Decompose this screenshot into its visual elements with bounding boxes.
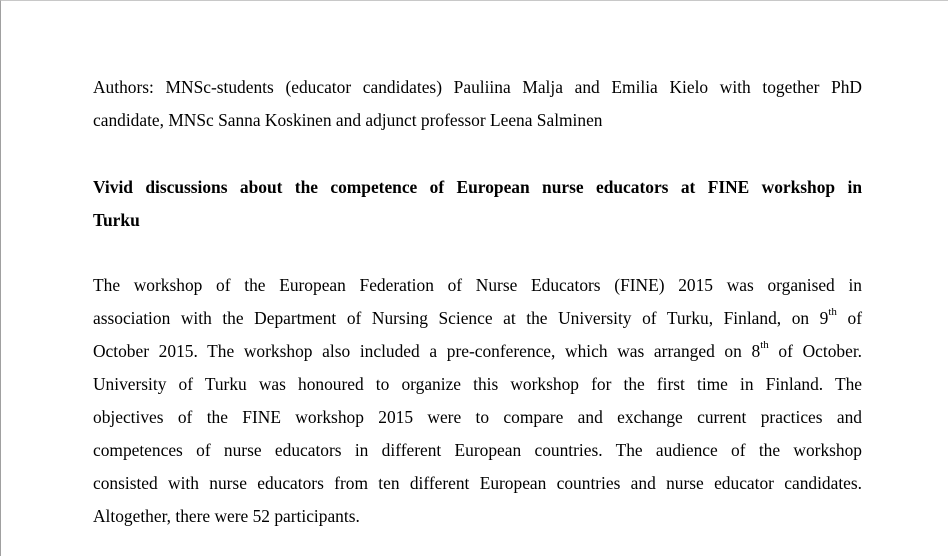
body-line-8: Altogether, there were 52 participants. <box>93 506 360 526</box>
body-paragraph <box>93 269 862 533</box>
ordinal-suffix: th <box>760 339 769 352</box>
body-line-2-text: association with the Department of Nursing Science at the University of Turku, Finland, on 9 <box>93 308 829 328</box>
article-title <box>93 171 862 237</box>
title-line-2: Turku <box>93 210 140 230</box>
body-line-3-text: October 2015. The workshop also included a pre-conference, which was arranged on 8 <box>93 341 761 361</box>
body-line-7: consisted with nurse educators from ten different European countries and nurse educator candidates. <box>93 473 862 493</box>
body-line-4: University of Turku was honoured to organize this workshop for the first time in Finland. The <box>93 374 862 394</box>
body-line-6: competences of nurse educators in different European countries. The audience of the workshop <box>93 440 862 460</box>
body-line-1: The workshop of the European Federation of Nurse Educators (FINE) 2015 was organised in <box>93 275 862 295</box>
authors-line-1: Authors: MNSc-students (educator candidates) Pauliina Malja and Emilia Kielo with together PhD <box>93 77 862 97</box>
body-line-3-end: of October. <box>768 341 862 361</box>
body-line-3 <box>93 335 862 368</box>
authors-paragraph <box>93 71 862 137</box>
authors-line-2: candidate, MNSc Sanna Koskinen and adjunct professor Leena Salminen <box>93 110 603 130</box>
title-line-1: Vivid discussions about the competence of European nurse educators at FINE workshop in <box>93 177 862 197</box>
body-line-5: objectives of the FINE workshop 2015 were to compare and exchange current practices and <box>93 407 862 427</box>
body-line-2 <box>93 302 862 335</box>
body-line-2-end: of <box>836 308 862 328</box>
ordinal-suffix: th <box>828 306 837 319</box>
